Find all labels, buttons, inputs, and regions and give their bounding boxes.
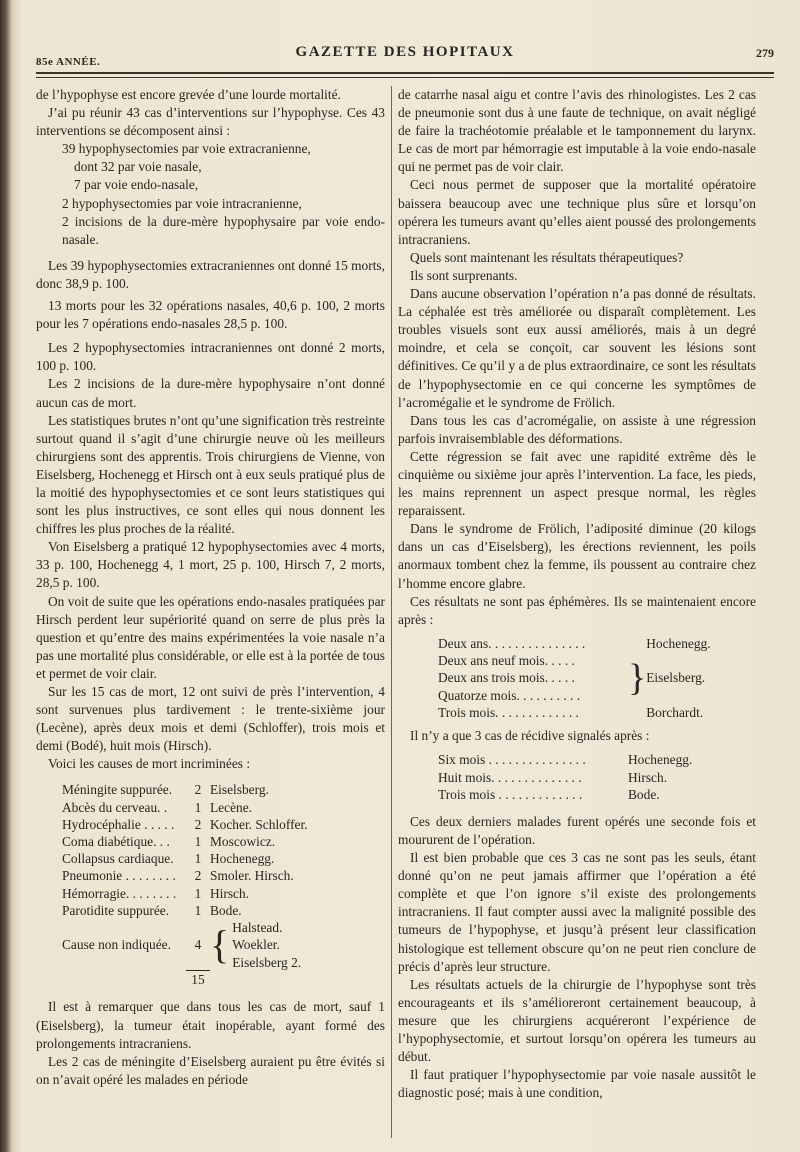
cause-label: Abcès du cerveau. . [62,799,168,815]
paragraph: de l’hypophyse est encore grevée d’une lourde mortalité. [36,87,341,102]
paragraph: Cette régression se fait avec une rapidité extrême dès le cinquième ou sixième jour après l’intervention. La face, les pieds, les mains reprennent un aspect presque normal, les règles reparaissent. [398,448,756,519]
cause-surgeons: Eiselsberg. [210,782,269,798]
list-item: 39 hypophysectomies par voie extracranienne, [62,141,311,157]
paragraph: Ces résultats ne sont pas éphémères. Ils se maintenaient encore après : [398,593,756,627]
table-row [62,799,308,816]
table-row [438,769,692,786]
cause-count: 2 [194,868,202,884]
left-column [36,86,385,1089]
list-item: dont 32 par voie nasale, [74,159,202,175]
table-row [438,786,692,803]
duration-label: Quatorze mois. . . . . . . . . . [438,687,581,703]
cause-count: 1 [194,885,202,901]
surgeon: Eiselsberg 2. [232,954,302,970]
surgeon: Halstead. [232,920,283,936]
paragraph: Les résultats actuels de la chirurgie de l’hypophyse sont très encourageants et ils s’amélioreront certainement beaucoup, à mesure que les chirurgiens acquéreront l’expérience de l’hypophysectomie, et surtout lorsqu’on opérera les tumeurs au début. [398,976,756,1065]
paragraph: Il est bien probable que ces 3 cas ne sont pas les seuls, étant donné qu’on ne peut jamais affirmer que l’opération a été complète et que l’on ignore s’il existe des prolongements intracraniens. Il faut compter aussi avec la malignité possible des tumeurs de l’hypophyse, et jusqu’à présent leur classification histologique est tellement obscure qu’on ne peut rien conclure de précis d’après leur structure. [398,850,756,974]
table-row [62,867,308,884]
list-item: 2 incisions de la dure-mère hypophysaire par voie endo-nasale. [62,213,385,247]
cause-surgeons: Hochenegg. [210,851,275,867]
cause-count: 1 [194,799,202,815]
header-rule-thin [36,77,774,78]
paragraph: On voit de suite que les opérations endo-nasales pratiquées par Hirsch perdent leur supériorité quand on serre de plus près la question et qu’entre des mains expérimentées la voie nasale n’a pas une mortalité plus considérable, or elle est à la portée de tous et permet de voir clair. [36,593,385,681]
paragraph: Il faut pratiquer l’hypophysectomie par voie nasale aussitôt le diagnostic posé; mais à une condition, [398,1067,756,1101]
duration-label: Deux ans trois mois. . . . . [438,670,575,686]
intervention-list [36,140,385,249]
table-row [62,919,308,971]
table-row [438,652,711,669]
cause-count: 1 [194,834,202,850]
paragraph: de catarrhe nasal aigu et contre l’avis des rhinologistes. Les 2 cas de pneumonie sont dus à une faute de technique, on avait négligé de faire la trachéotomie préalable et le tamponnement du larynx. Le cas de mort par hémorragie est imputable à la voie endo-nasale qui ne permet pas de voir clair. [398,87,756,175]
duration-label: Deux ans. . . . . . . . . . . . . . . [438,635,586,651]
cause-surgeons: Moscowicz. [210,834,276,850]
paragraph: Dans tous les cas d’acromégalie, on assiste à une régression parfois invraisemblable des déformations. [398,412,756,446]
cause-count: 2 [194,816,202,832]
duration-surgeon: Borchardt. [646,705,704,721]
recidive-label: Trois mois . . . . . . . . . . . . . [438,786,583,802]
recidive-surgeon: Hirsch. [628,769,668,785]
paragraph: Les 2 incisions de la dure-mère hypophysaire n’ont donné aucun cas de mort. [36,376,385,410]
paragraph: Dans aucune observation l’opération n’a pas donné de résultats. La céphalée est très améliorée ou disparaît complètement. Les troubles visuels sont eux aussi améliorés, mais à un degré moindre, et cela se conçoit, car souvent les lésions sont définitives. Ce qu’il y a de plus extraordinaire, ce sont les résultats de l’hypophysectomie en ce qui concerne les symptômes de l’acromégalie et le syndrome de Frölich. [398,286,756,410]
cause-surgeons: Kocher. Schloffer. [210,816,308,832]
paragraph: 13 morts pour les 32 opérations nasales, 40,6 p. 100, 2 morts pour les 7 opérations endo-nasales 28,5 p. 100. [36,298,385,332]
cause-surgeons: Bode. [210,902,242,918]
paragraph: Ceci nous permet de supposer que la mortalité opératoire baissera beaucoup avec une technique plus sûre et lorsqu’on opérera les tumeurs avant qu’elles aient poussé des prolongements intracraniens. [398,177,756,247]
brace-icon: } [628,657,647,700]
cause-surgeons [210,919,308,971]
durations-table [438,635,711,721]
list-item: 2 hypophysectomies par voie intracranienne, [62,195,302,211]
cause-label: Méningite suppurée. [62,782,173,798]
paragraph: Les 39 hypophysectomies extracraniennes ont donné 15 morts, donc 38,9 p. 100. [36,257,385,291]
page-number: 279 [756,46,774,60]
paragraph: Ils sont surprenants. [410,267,518,283]
recidive-label: Huit mois. . . . . . . . . . . . . . [438,769,582,785]
paragraph: Von Eiselsberg a pratiqué 12 hypophysectomies avec 4 morts, 33 p. 100, Hochenegg 4, 1 mort, 25 p. 100, Hirsch 7, 2 morts, 28,5 p. 100. [36,539,385,591]
cause-count: 1 [194,851,202,867]
duration-surgeon: Hochenegg. [646,635,711,651]
duration-label: Deux ans neuf mois. . . . . [438,653,575,669]
total-row [62,971,308,989]
causes-table [62,781,308,988]
paragraph: Ces deux derniers malades furent opérés une seconde fois et moururent de l’opération. [398,813,756,848]
recidive-label: Six mois . . . . . . . . . . . . . . . [438,752,586,768]
cause-label: Coma diabétique. . . [62,834,170,850]
cause-surgeons: Lecène. [210,799,252,815]
year-label: 85e ANNÉE. [36,56,101,68]
paragraph: Les statistiques brutes n’ont qu’une signification très restreinte surtout quand il s’agit d’une chirurgie neuve où les meilleurs chirurgiens sont des apprentis. Trois chirurgiens de Vienne, von Eiselsberg, Hochenegg et Hirsch ont à eux seuls pratiqué plus de la moitié des hypophysectomies et ce sont leurs statistiques qui sont les plus instructives, ce sont elles qui nous donnent les chiffres les plus proches de la réalité. [36,412,385,537]
cause-count: 4 [194,937,202,953]
table-row [62,850,308,867]
duration-label: Trois mois. . . . . . . . . . . . . [438,705,579,721]
column-divider [391,86,392,1138]
paragraph: Les 2 hypophysectomies intracraniennes ont donné 2 morts, 100 p. 100. [36,340,385,374]
right-column [398,86,756,1102]
cause-surgeons: Hirsch. [210,885,250,901]
list-item: 7 par voie endo-nasale, [74,177,199,193]
table-row [62,885,308,902]
paragraph: Il est à remarquer que dans tous les cas de mort, sauf 1 (Eiselsberg), la tumeur était inopérable, ayant formé des prolongements intracraniens. [36,999,385,1051]
paragraph: Il n’y a que 3 cas de récidive signalés après : [410,728,650,744]
table-row [62,902,308,919]
cause-label: Parotidite suppurée. [62,902,170,918]
cause-label: Hydrocéphalie . . . . . [62,816,175,832]
paragraph: Voici les causes de mort incriminées : [48,756,251,772]
page-header [36,44,774,66]
brace-icon: { [210,921,230,967]
cause-label: Collapsus cardiaque. [62,851,174,867]
table-row [62,816,308,833]
paragraph: Les 2 cas de méningite d’Eiselsberg auraient pu être évités si on n’avait opéré les malades en période [36,1053,385,1087]
recidive-surgeon: Bode. [628,786,660,802]
paragraph: Sur les 15 cas de mort, 12 ont suivi de près l’intervention, 4 sont survenues plus tardivement : le trente-sixième jour (Lecène), après deux mois et demi (Schloffer), trois mois et demi (Bodé), huit mois (Hirsch). [36,684,385,754]
recidive-surgeon: Hochenegg. [628,752,693,768]
header-rule [36,72,774,74]
duration-surgeon: Eiselsberg. [646,670,706,686]
table-row [438,751,692,768]
cause-surgeons: Smoler. Hirsch. [210,868,294,884]
table-row [438,704,711,721]
paragraph: J’ai pu réunir 43 cas d’interventions sur l’hypophyse. Ces 43 interventions se décomposent ainsi : [36,105,385,139]
cause-label: Hémorragie. . . . . . . . [62,885,177,901]
surgeon: Woekler. [232,937,280,953]
cause-count: 1 [194,902,202,918]
table-row [62,781,308,798]
paragraph: Quels sont maintenant les résultats thérapeutiques? [410,249,684,265]
total-count: 15 [186,971,210,989]
table-row [62,833,308,850]
paragraph: Dans le syndrome de Frölich, l’adiposité diminue (20 kilogs dans un cas d’Eiselsberg), les érections reviennent, les poils anormaux tombent chez la femme, ils poussent au contraire chez l’homme encore glabre. [398,521,756,591]
journal-title: GAZETTE DES HOPITAUX [295,44,515,60]
table-row [438,635,711,652]
cause-label: Cause non indiquée. [62,937,171,953]
cause-count: 2 [194,782,202,798]
cause-label: Pneumonie . . . . . . . . [62,868,176,884]
recidives-table [438,751,692,803]
